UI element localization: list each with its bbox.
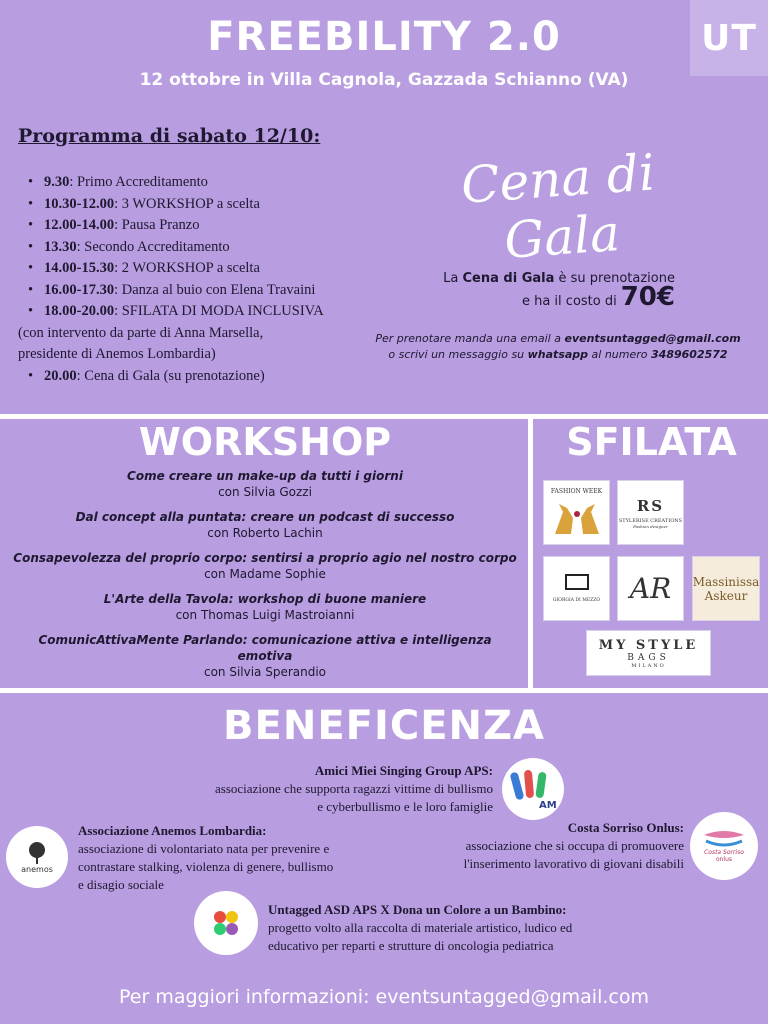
program-note-line: presidente di Anemos Lombardia) [18,346,216,362]
workshop-item: Dal concept alla puntata: creare un podcast di successo con Roberto Lachin [75,510,455,540]
anemos-logo: anemos [6,826,68,888]
svg-text:AM: AM [539,800,557,810]
beneficenza-heading: BENEFICENZA [223,703,545,749]
program-item: • 10.30-12.00: 3 WORKSHOP a scelta [18,194,378,216]
my-style-bags-logo: MY STYLE BAGS MILANO [586,630,711,676]
sfilata-heading: SFILATA [566,420,737,464]
program-item: • 12.00-14.00: Pausa Pranzo [18,215,378,237]
horses-icon [551,498,603,538]
program-item: • 18.00-20.00: SFILATA DI MODA INCLUSIVA [18,301,378,323]
program-item: • 9.30: Primo Accreditamento [18,172,378,194]
gala-info: La Cena di Gala è su prenotazione e ha il costo di 70€ [443,271,675,312]
stylerise-logo: RS STYLERISE CREATIONS Fashion designer [617,480,684,545]
workshop-item: Come creare un make-up da tutti i giorni con Silvia Gozzi [127,469,403,499]
costa-sorriso-block: Costa Sorriso Onlus: associazione che si occupa di promuovere l'inserimento lavorativo di giovani disabili [463,820,684,871]
workshop-list [10,468,520,689]
amici-miei-block: Amici Miei Singing Group APS: associazione che supporta ragazzi vittime di bullismo e cyberbullismo e le loro famiglie [215,763,493,814]
contact-phone[interactable]: 3489602572 [651,348,728,361]
page-title: FREEBILITY 2.0 [207,14,561,60]
program-note-line: (con intervento da parte di Anna Marsella, [18,324,264,341]
footer-info: Per maggiori informazioni: eventsuntagged@gmail.com [119,986,649,1008]
dona-un-colore-logo [194,891,258,955]
fashion-week-logo: FASHION WEEK [543,480,610,545]
massinissa-logo: Massinissa Askeur [692,556,760,621]
giorgia-logo: GIORGIA DI MEZZO [543,556,610,621]
program-item: • 20.00: Cena di Gala (su prenotazione) [18,366,378,388]
program-item: • 14.00-15.30: 2 WORKSHOP a scelta [18,258,378,280]
tree-icon [25,841,49,865]
workshop-item: Consapevolezza del proprio corpo: sentirsi a proprio agio nel nostro corpo con Madame Sophie [13,551,517,581]
program-item: • 13.30: Secondo Accreditamento [18,237,378,259]
costa-sorriso-logo: Costa Sorriso onlus [690,812,758,880]
gala-price: 70€ [620,282,675,312]
ut-logo: UT [690,0,768,76]
giorgia-mark-icon [565,574,589,590]
workshop-heading: WORKSHOP [138,420,392,464]
event-subtitle: 12 ottobre in Villa Cagnola, Gazzada Schianno (VA) [139,70,629,90]
workshop-item: ComunicAttivaMente Parlando: comunicazione attiva e intelligenza emotiva con Silvia Sperandio [38,633,492,679]
anemos-block: Associazione Anemos Lombardia: associazione di volontariato nata per prevenire e contrastare stalking, violenza di genere, bullismo e disagio sociale [78,823,334,892]
gala-contact: Per prenotare manda una email a eventsuntagged@gmail.com o scrivi un messaggio su whatsapp al numero 3489602572 [375,332,741,361]
contact-email-link[interactable]: eventsuntagged@gmail.com [564,332,741,345]
program-title: Programma di sabato 12/10: [18,125,321,147]
program-item: • 16.00-17.30: Danza al buio con Elena Travaini [18,280,378,302]
ar-logo: AR [617,556,684,621]
untagged-block: Untagged ASD APS X Dona un Colore a un Bambino: progetto volto alla raccolta di materiale artistico, ludico ed educativo per reparti e strutture di oncologia pediatrica [268,902,573,953]
gala-script-title: Cena di Gala [459,143,657,270]
hands-icon [509,768,557,810]
amici-miei-logo [502,758,564,820]
workshop-item: L'Arte della Tavola: workshop di buone maniere con Thomas Luigi Mastroianni [103,592,427,622]
divider [0,414,768,419]
program-list [18,172,378,387]
colorful-hands-icon [208,905,244,941]
smile-waves-icon [702,829,746,849]
